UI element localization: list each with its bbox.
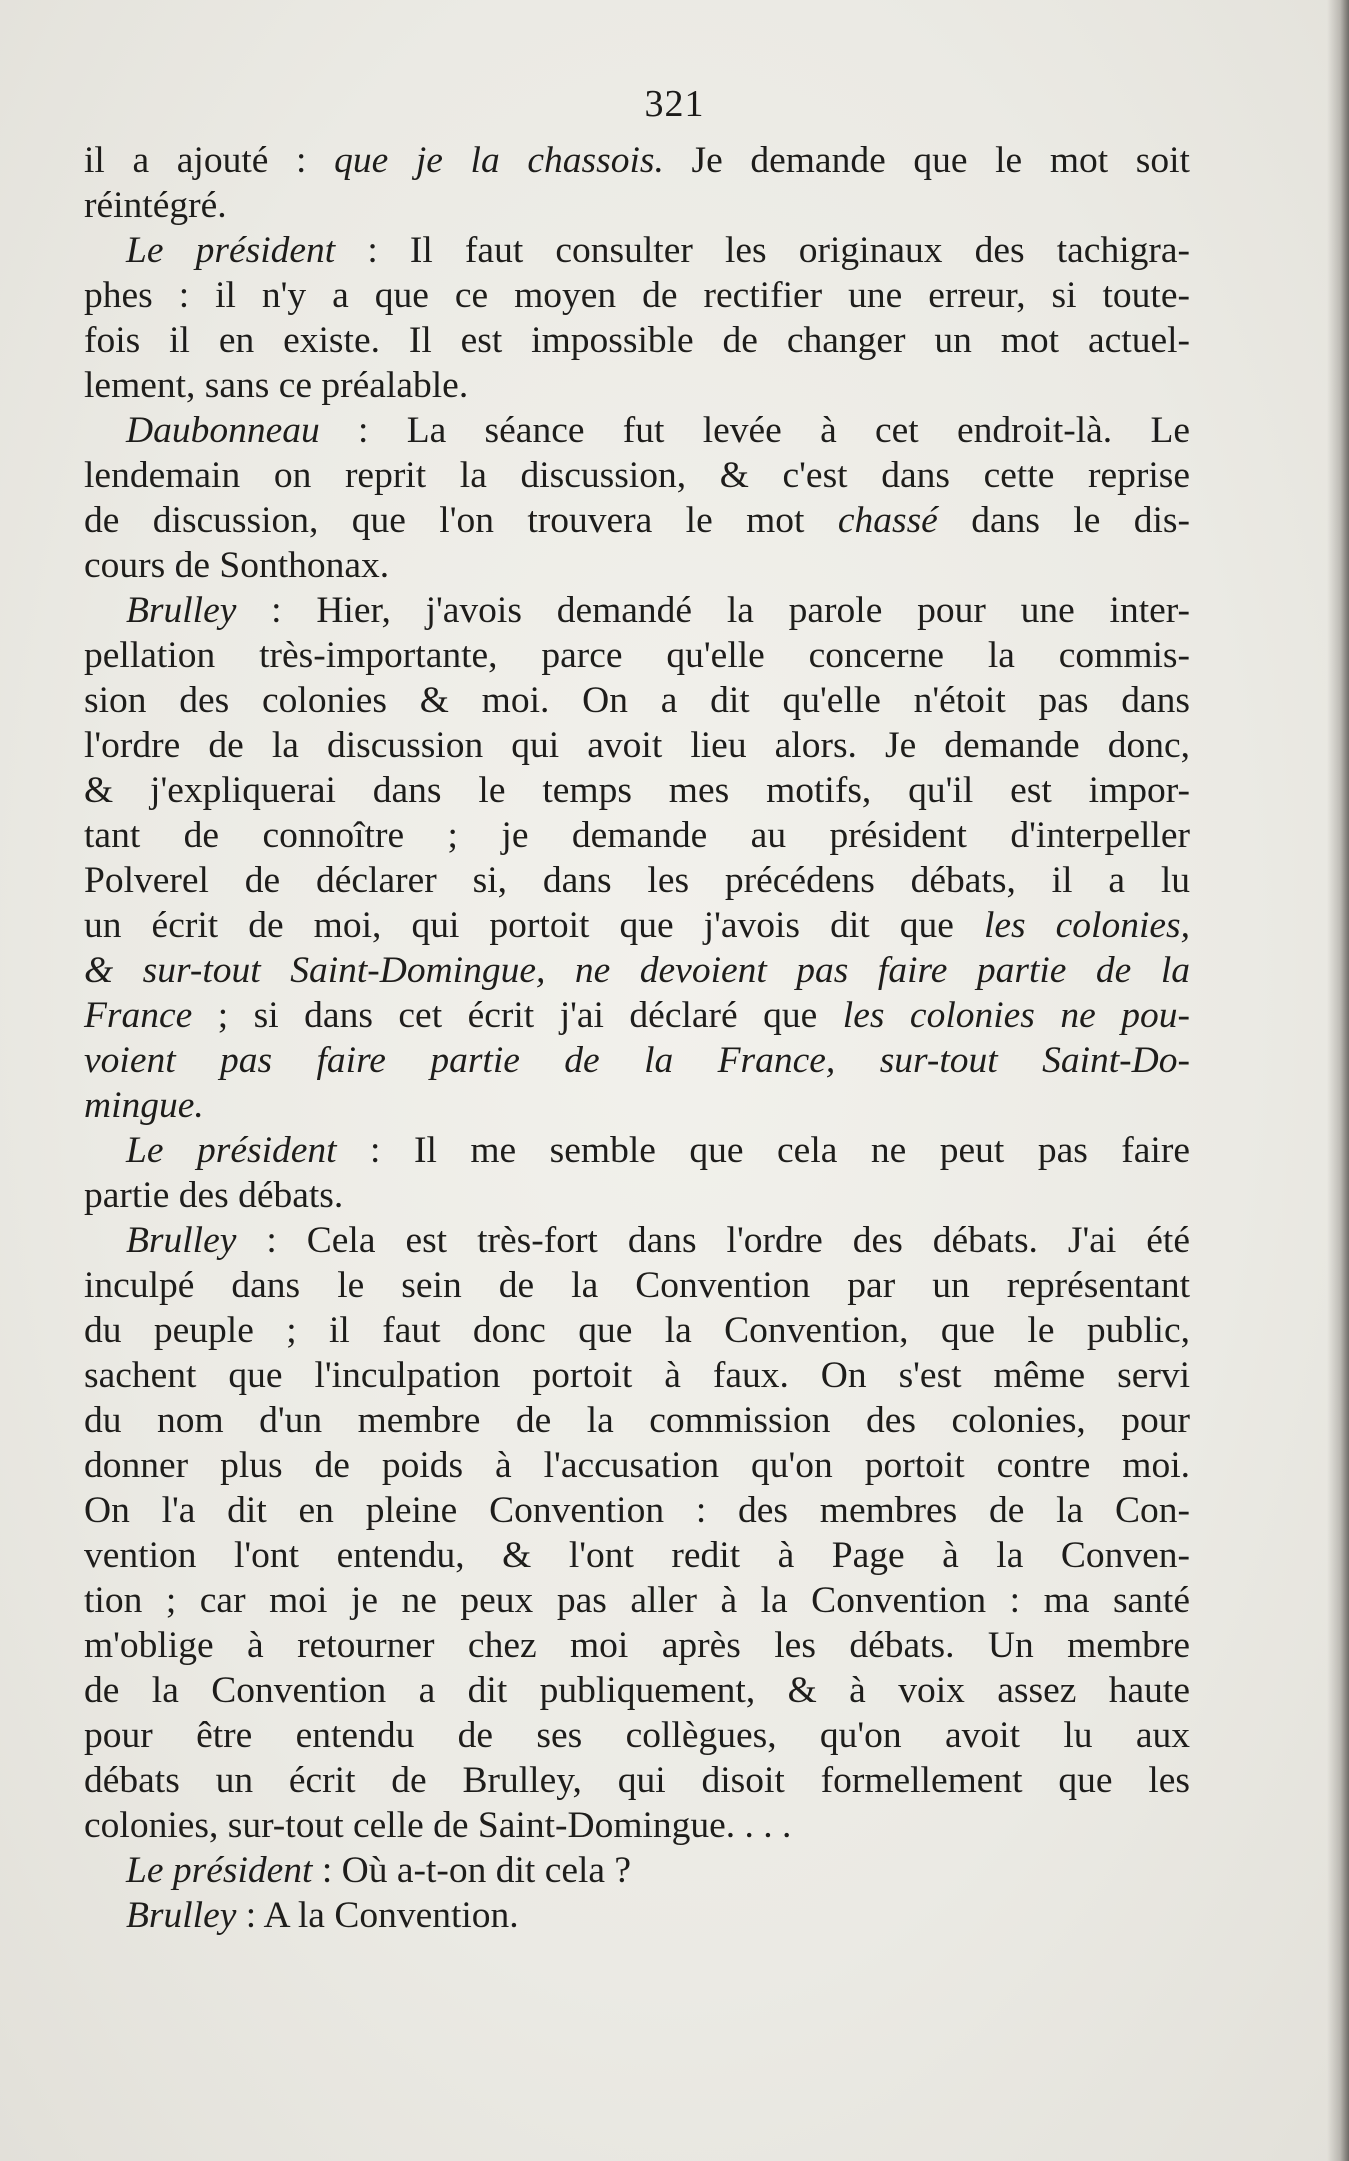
text-run: vention l'ont entendu, & l'ont redit à Page à la Conven-: [84, 1535, 1190, 1576]
text-run: débats un écrit de Brulley, qui disoit formellement que les: [84, 1760, 1190, 1801]
italic-text: les colonies ne pou-: [842, 995, 1190, 1036]
text-run: dans le dis-: [937, 500, 1190, 541]
text-line: [84, 1668, 1190, 1713]
text-line: [84, 768, 1190, 813]
text-run: donner plus de poids à l'accusation qu'on portoit contre moi.: [84, 1445, 1190, 1486]
text-run: cours de Sonthonax.: [84, 545, 390, 586]
text-line: [84, 1578, 1190, 1623]
text-run: Je demande que le mot soit: [663, 140, 1190, 181]
text-run: partie des débats.: [84, 1175, 344, 1216]
text-line: [84, 723, 1190, 768]
italic-text: les colonies,: [983, 905, 1190, 946]
text-line: [84, 1308, 1190, 1353]
text-run: sachent que l'inculpation portoit à faux. On s'est même servi: [84, 1355, 1190, 1396]
text-run: : Cela est très-fort dans l'ordre des débats. J'ai été: [236, 1220, 1190, 1261]
text-line: [84, 1803, 1190, 1848]
text-run: sion des colonies & moi. On a dit qu'elle n'étoit pas dans: [84, 680, 1190, 721]
text-line: [84, 363, 1190, 408]
text-line: [84, 1758, 1190, 1803]
italic-text: Brulley: [126, 590, 237, 631]
text-run: tant de connoître ; je demande au président d'interpeller: [84, 815, 1190, 856]
text-line: [84, 138, 1190, 183]
text-line: [84, 408, 1190, 453]
text-line: [84, 1128, 1190, 1173]
italic-text: mingue.: [84, 1085, 204, 1126]
page-edge-shadow: [1327, 0, 1349, 2161]
text-run: réintégré.: [84, 185, 227, 226]
text-line: [84, 1848, 1190, 1893]
text-line: [84, 993, 1190, 1038]
text-run: : Il faut consulter les originaux des tachigra-: [335, 230, 1190, 271]
text-line: [84, 1533, 1190, 1578]
text-line: [84, 1083, 1190, 1128]
text-run: l'ordre de la discussion qui avoit lieu alors. Je demande donc,: [84, 725, 1190, 766]
italic-text: Brulley: [126, 1895, 237, 1936]
italic-text: que je la chassois.: [334, 140, 664, 181]
text-run: ; si dans cet écrit j'ai déclaré que: [192, 995, 843, 1036]
italic-text: Le président: [126, 230, 336, 271]
text-run: : Hier, j'avois demandé la parole pour une inter-: [236, 590, 1190, 631]
text-line: [84, 1218, 1190, 1263]
text-run: un écrit de moi, qui portoit que j'avois dit que: [84, 905, 984, 946]
text-line: [84, 813, 1190, 858]
text-run: inculpé dans le sein de la Convention par un représentant: [84, 1265, 1190, 1306]
text-line: [84, 903, 1190, 948]
text-line: [84, 273, 1190, 318]
text-line: [84, 858, 1190, 903]
text-run: Polverel de déclarer si, dans les précédens débats, il a lu: [84, 860, 1190, 901]
text-run: : Il me semble que cela ne peut pas faire: [336, 1130, 1190, 1171]
text-line: [84, 318, 1190, 363]
text-line: [84, 1398, 1190, 1443]
text-run: phes : il n'y a que ce moyen de rectifier une erreur, si toute-: [84, 275, 1190, 316]
text-line: [84, 498, 1190, 543]
text-line: [84, 1263, 1190, 1308]
text-run: du nom d'un membre de la commission des colonies, pour: [84, 1400, 1190, 1441]
text-run: de la Convention a dit publiquement, & à voix assez haute: [84, 1670, 1190, 1711]
text-line: [84, 1713, 1190, 1758]
text-run: On l'a dit en pleine Convention : des membres de la Con-: [84, 1490, 1190, 1531]
text-run: tion ; car moi je ne peux pas aller à la Convention : ma santé: [84, 1580, 1190, 1621]
text-line: [84, 1893, 1190, 1938]
italic-text: Daubonneau: [126, 410, 320, 451]
text-run: colonies, sur-tout celle de Saint-Domingue. . . .: [84, 1805, 792, 1846]
body-text: [84, 138, 1190, 1938]
text-run: & j'expliquerai dans le temps mes motifs, qu'il est impor-: [84, 770, 1190, 811]
text-line: [84, 1488, 1190, 1533]
text-run: il a ajouté :: [84, 140, 335, 181]
text-run: : A la Convention.: [236, 1895, 519, 1936]
italic-text: voient pas faire partie de la France, sur-tout Saint-Do-: [84, 1040, 1190, 1081]
text-run: fois il en existe. Il est impossible de changer un mot actuel-: [84, 320, 1190, 361]
text-line: [84, 1623, 1190, 1668]
text-run: lement, sans ce préalable.: [84, 365, 469, 406]
text-line: [84, 453, 1190, 498]
text-line: [84, 543, 1190, 588]
text-line: [84, 183, 1190, 228]
page-number: 321: [644, 83, 705, 125]
text-run: pellation très-importante, parce qu'elle concerne la commis-: [84, 635, 1190, 676]
text-run: lendemain on reprit la discussion, & c'est dans cette reprise: [84, 455, 1190, 496]
italic-text: France: [84, 995, 193, 1036]
text-line: [84, 678, 1190, 723]
text-run: de discussion, que l'on trouvera le mot: [84, 500, 838, 541]
text-line: [84, 1173, 1190, 1218]
text-line: [84, 1353, 1190, 1398]
text-run: du peuple ; il faut donc que la Convention, que le public,: [84, 1310, 1190, 1351]
text-line: [84, 633, 1190, 678]
text-run: m'oblige à retourner chez moi après les débats. Un membre: [84, 1625, 1190, 1666]
text-run: : La séance fut levée à cet endroit-là. Le: [319, 410, 1190, 451]
text-line: [84, 948, 1190, 993]
italic-text: & sur-tout Saint-Domingue, ne devoient pas faire partie de la: [84, 950, 1190, 991]
text-line: [84, 228, 1190, 273]
text-line: [84, 588, 1190, 633]
italic-text: Le président: [126, 1850, 313, 1891]
text-line: [84, 1038, 1190, 1083]
italic-text: chassé: [837, 500, 938, 541]
text-line: [84, 1443, 1190, 1488]
text-run: : Où a-t-on dit cela ?: [312, 1850, 632, 1891]
italic-text: Brulley: [126, 1220, 237, 1261]
italic-text: Le président: [126, 1130, 337, 1171]
text-run: pour être entendu de ses collègues, qu'on avoit lu aux: [84, 1715, 1190, 1756]
